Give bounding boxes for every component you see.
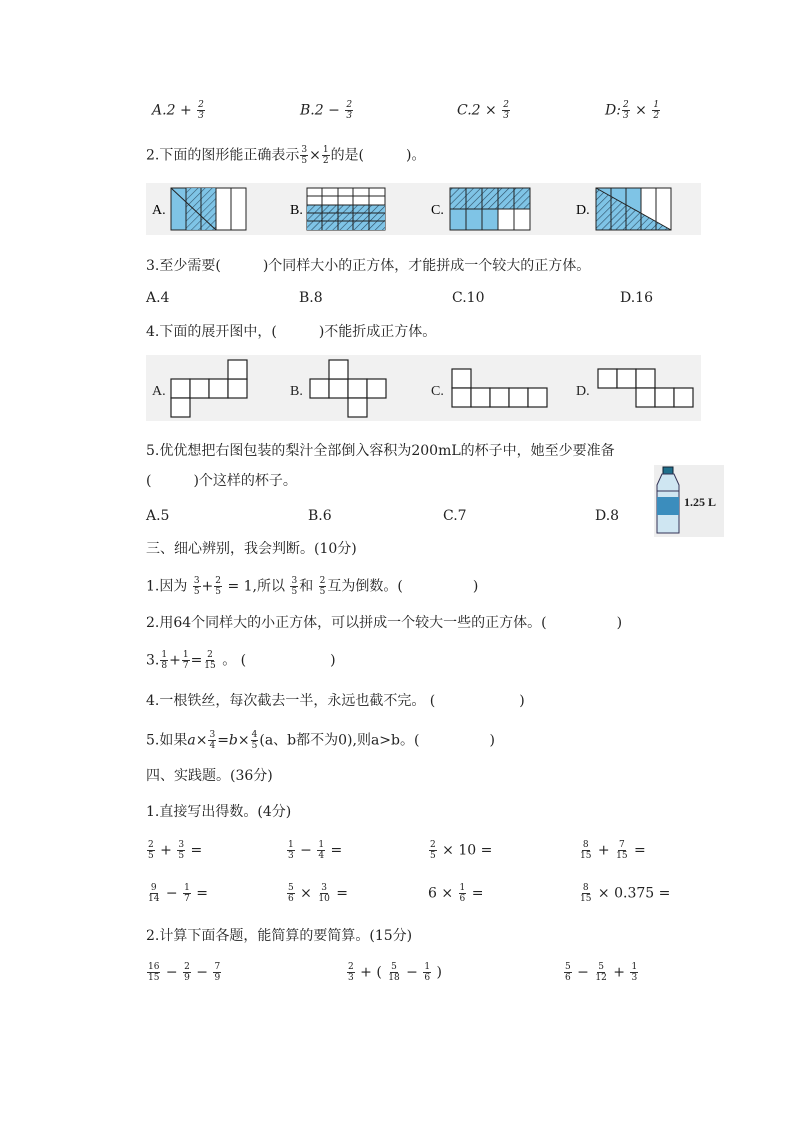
q2-suffix: 的是( )。 [330,147,426,164]
denominator: 3 [198,111,204,121]
fraction [579,840,592,861]
numerator: 2 [348,962,354,972]
q1-option-d[interactable]: D: $\frac{2}{3}$ × $\frac{1}{2}$ [605,100,660,121]
quick-2-2[interactable] [286,883,348,904]
denominator: 5 [319,587,326,597]
numerator: 1 [653,100,660,110]
var: a [187,732,196,749]
judge-4: 4.一根铁丝，每次截去一半，永远也截不完。 ( ) [146,693,525,709]
q1-option-b[interactable]: B.2 − $\frac{2}{3}$ [300,100,353,121]
denominator: 3 [622,111,629,121]
denominator: 8 [161,661,168,671]
denominator: 3 [348,973,354,983]
numerator: 1 [161,650,168,660]
quick-2-3[interactable] [428,883,483,904]
numerator: 5 [391,962,397,972]
operator: − [161,964,183,981]
numerator: 3 [209,730,216,740]
text: 3. [146,652,160,669]
numerator: 2 [503,100,509,110]
denominator: 5 [301,156,308,166]
fraction [319,576,327,597]
numerator: 5 [288,883,294,893]
option-letter: B [300,102,311,119]
denominator: 3 [346,111,353,121]
fraction [183,962,191,983]
denominator: 5 [430,851,436,861]
denominator: 6 [459,894,466,904]
q2-prompt [146,145,426,166]
denominator: 15 [148,973,160,983]
part4-heading: 四、实践题。(36分) [146,768,273,784]
denominator: 5 [291,587,298,597]
var: b [228,732,238,749]
q2-opt-label-c: C. [431,203,444,218]
numerator: 7 [618,840,625,850]
fraction [345,100,353,121]
operator: = [331,885,349,902]
fraction [652,100,660,121]
q2-figures-svg [146,183,701,235]
op: × [195,732,208,749]
q3-option-a[interactable]: A.4 [146,290,170,306]
q2-opt-label-a: A. [152,203,166,218]
denominator: 10 [318,894,330,904]
option-op: × [635,102,647,119]
numerator: 8 [582,883,589,893]
fraction [615,840,628,861]
fraction [203,650,216,671]
option-letter: A [152,102,163,119]
operator: × 0.375 = [593,885,671,902]
option-op: × [485,102,497,119]
denominator: 12 [595,973,607,983]
judge-1 [146,576,478,597]
quick-1-2[interactable] [286,840,342,861]
fraction [564,962,572,983]
calc-2[interactable] [346,962,442,983]
numerator: 8 [582,840,589,850]
q5-prompt-line2: ( )个这样的杯子。 [146,473,297,489]
judge-2: 2.用64个同样大的小正方体，可以拼成一个较大一些的正方体。( ) [146,615,623,631]
numerator: 5 [598,962,604,972]
fraction [423,962,431,983]
q4-opt-label-d: D. [576,384,590,399]
op: + [201,578,214,595]
denominator: 3 [503,111,509,121]
operator: + ( [355,964,387,981]
operator: = [186,842,203,859]
numerator: 1 [631,962,638,972]
denominator: 5 [215,587,222,597]
numerator: 3 [321,883,327,893]
fraction [290,576,298,597]
q4-opt-label-a: A. [152,384,166,399]
denominator: 3 [288,851,294,861]
option-op: + [179,102,192,119]
denominator: 7 [184,894,190,904]
q4-prompt: 4.下面的展开图中，( )不能折成正方体。 [146,324,437,340]
numerator: 3 [301,145,308,155]
fraction [287,883,295,904]
fraction [502,100,510,121]
denominator: 4 [209,741,216,751]
q2-figures [146,183,701,235]
q5-option-d[interactable]: D.8 [595,508,620,524]
operator: × 10 = [437,842,493,859]
q2-opt-label-b: B. [290,203,303,218]
denominator: 3 [631,973,638,983]
numerator: 16 [148,962,160,972]
numerator: 9 [150,883,157,893]
operator: ) [432,964,443,981]
q3-option-c[interactable]: C.10 [452,290,485,306]
op: + [169,652,181,669]
denominator: 15 [580,851,592,861]
fraction [177,840,185,861]
fraction [630,962,638,983]
denominator: 14 [148,894,160,904]
q5-option-b[interactable]: B.6 [308,508,332,524]
denominator: 15 [204,661,216,671]
option-letter: D [605,102,617,119]
q2-option-b[interactable] [290,188,385,230]
q2-prefix: 2.下面的图形能正确表示 [146,147,300,164]
part3-heading: 三、细心辨别，我会判断。(10分) [146,541,357,557]
text: (a、b都不为0),则a>b。( ) [259,732,495,749]
numerator: 2 [430,840,436,850]
numerator: 1 [184,883,190,893]
numerator: 3 [291,576,298,586]
fraction [208,730,216,751]
numerator: 1 [322,145,329,155]
fraction [347,962,355,983]
numerator: 2 [319,576,326,586]
q1-option-c[interactable]: C.2 × $\frac{2}{3}$ [457,100,509,121]
q2-opt-label-d: D. [576,203,590,218]
numerator: 2 [198,100,204,110]
text: 。 ( ) [217,652,336,669]
q4-figures [146,355,701,421]
fraction [183,883,191,904]
operator: = [467,885,484,902]
operator: − [401,964,423,981]
q4-nets-svg [146,355,701,421]
fraction [214,576,222,597]
judge-5 [146,730,495,751]
op: × [237,732,250,749]
denominator: 4 [318,851,325,861]
numerator: 7 [214,962,221,972]
q3-option-d[interactable]: D.16 [620,290,653,306]
fraction [251,730,259,751]
fraction [160,650,168,671]
operator: × [295,885,317,902]
q3-prompt: 3.至少需要( )个同样大小的正方体，才能拼成一个较大的正方体。 [146,258,591,274]
numerator: 1 [182,650,189,660]
fraction [429,840,437,861]
q2-option-d[interactable] [576,188,671,230]
numerator: 1 [459,883,466,893]
denominator: 6 [288,894,294,904]
denominator: 2 [322,156,329,166]
numerator: 1 [288,840,294,850]
fraction [594,962,607,983]
numerator: 2 [215,576,222,586]
denominator: 5 [148,851,154,861]
fraction [182,650,190,671]
numerator: 3 [178,840,185,850]
fraction [147,962,160,983]
fraction [579,883,592,904]
numerator: 3 [193,576,200,586]
operator: + [155,842,177,859]
q5-option-a[interactable]: A.5 [146,508,170,524]
denominator: 18 [388,973,400,983]
quick-1-4[interactable] [578,840,646,861]
op: = [190,652,203,669]
denominator: 9 [214,973,221,983]
q2-option-c[interactable] [431,188,530,230]
q3-option-b[interactable]: B.8 [299,290,323,306]
q4-option-c[interactable] [431,369,547,407]
operator: + [593,842,615,859]
q4-opt-label-b: B. [290,384,303,399]
part4-sub1: 1.直接写出得数。(4分) [146,804,292,820]
fraction [322,145,330,166]
fraction [213,962,221,983]
numerator: 2 [346,100,353,110]
fraction [459,883,467,904]
denominator: 5 [193,587,200,597]
fraction [317,840,325,861]
quick-1-1[interactable] [146,840,202,861]
fraction [387,962,400,983]
text: 和 [299,578,318,595]
part4-sub2: 2.计算下面各题，能简算的要简算。(15分) [146,928,413,944]
numerator: 5 [565,962,571,972]
fraction [147,883,160,904]
operator: = [629,842,646,859]
fraction [193,576,201,597]
operator: − [191,964,213,981]
q4-option-d[interactable] [576,369,693,407]
denominator: 6 [565,973,571,983]
fraction [197,100,205,121]
operator: 6 × [428,885,458,902]
numerator: 1 [424,962,431,972]
bottle-figure [654,465,724,537]
q5-prompt-line1: 5.优优想把右图包装的梨汁全部倒入容积为200mL的杯子中，她至少要准备 [146,443,615,459]
op: = [217,732,229,749]
q2-option-a[interactable] [152,188,246,230]
q5-option-c[interactable]: C.7 [443,508,467,524]
fraction [147,840,155,861]
op: × [309,147,321,164]
operator: + [608,964,630,981]
denominator: 15 [580,894,592,904]
bottle-label: 1.25 L [684,495,717,509]
text: 5.如果 [146,732,188,749]
operator: − [572,964,594,981]
calc-3[interactable] [563,962,639,983]
denominator: 15 [616,851,628,861]
calc-1[interactable] [146,962,222,983]
q1-option-a[interactable]: A.2 + $\frac{2}{3}$ [152,100,204,121]
numerator: 1 [318,840,325,850]
text: 1.因为 [146,578,192,595]
denominator: 5 [251,741,258,751]
numerator: 2 [207,650,213,660]
denominator: 7 [182,661,189,671]
fraction [287,840,295,861]
operator: − [161,885,183,902]
q4-option-b[interactable] [290,360,386,417]
numerator: 2 [622,100,629,110]
option-op: − [328,102,340,119]
option-letter: C [457,102,468,119]
q4-opt-label-c: C. [431,384,444,399]
operator: = [326,842,343,859]
numerator: 2 [184,962,190,972]
text: = 1,所以 [227,578,290,595]
fraction [622,100,630,121]
option-int: 2 [314,102,324,119]
option-int: 2 [166,102,176,119]
numerator: 4 [251,730,258,740]
fraction [317,883,330,904]
quick-2-1[interactable] [146,883,208,904]
numerator: 2 [148,840,154,850]
operator: = [191,885,209,902]
operator: − [295,842,317,859]
fraction [300,145,308,166]
judge-3 [146,650,336,671]
denominator: 6 [424,973,431,983]
denominator: 9 [184,973,190,983]
denominator: 5 [178,851,185,861]
denominator: 2 [653,111,660,121]
option-int: 2 [471,102,481,119]
quick-2-4[interactable] [578,883,670,904]
quick-1-3[interactable] [428,840,492,861]
q4-option-a[interactable] [152,360,247,417]
text: 互为倒数。( ) [327,578,479,595]
